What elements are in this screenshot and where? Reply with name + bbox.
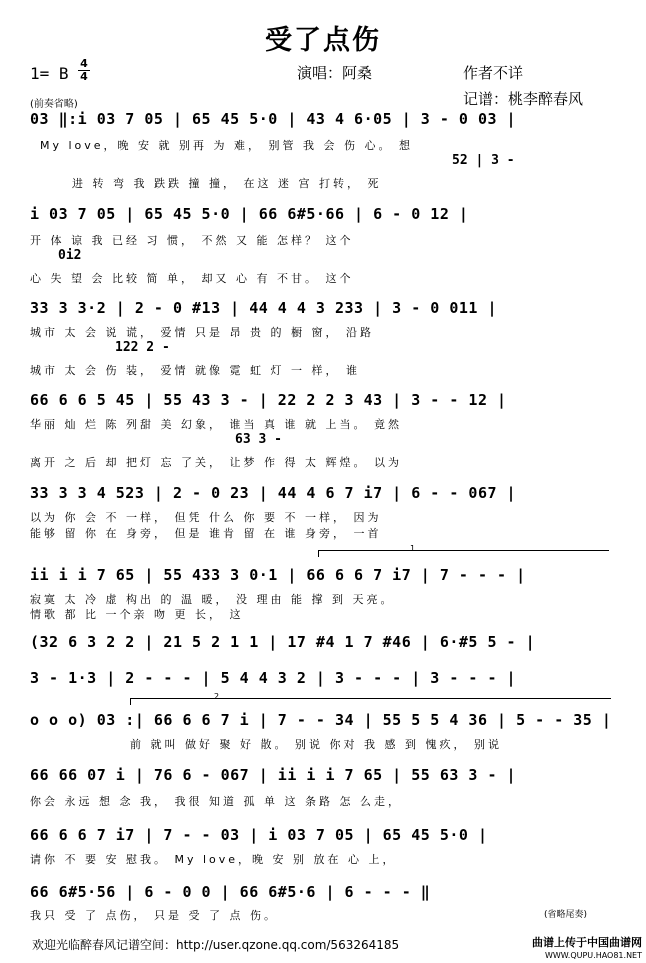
score-line-interlude-2: 3 - 1·3 | 2 - - - | 5 4 4 3 2 | 3 - - - | 3 - - - | (30, 669, 517, 687)
score-line-interlude-1: (32 6 3 2 2 | 21 5 2 1 1 | 17 #4 1 7 #46 | 6·#5 5 - | (30, 633, 536, 651)
lyric-line-3b: 城市 太 会 伤 装， 爱情 就像 霓 虹 灯 一 样， 谁 (30, 364, 360, 377)
lyric-line-6b: 情歌 都 比 一个亲 吻 更 长， 这 (30, 608, 244, 621)
lyric-line-6a: 寂寞 太 冷 虚 构出 的 温 暖， 没 理由 能 撑 到 天亮。 (30, 593, 395, 606)
song-title: 受了点伤 (265, 25, 381, 56)
score-line-6: ii i i 7 65 | 55 433 3 0·1 | 66 6 6 7 i7 | 7 - - - | (30, 566, 526, 584)
time-signature-top: 4 (80, 57, 88, 70)
lyric-line-12: 我只 受 了 点伤， 只是 受 了 点 伤。 (30, 909, 278, 922)
time-signature (78, 58, 90, 83)
singer-credit: 演唱：阿桑 (297, 64, 373, 82)
score-line-4: 66 6 6 5 45 | 55 43 3 - | 22 2 2 3 43 | 3 - - 12 | (30, 391, 507, 409)
lyric-line-11: 请你 不 要 安 慰我。 My love，晚 安 别 放在 心 上， (30, 853, 397, 866)
prelude-note: (前奏省略) (30, 99, 78, 110)
footer-source-url: WWW.QUPU.HAO81.NET (544, 951, 642, 960)
lyric-line-5b: 能够 留 你 在 身旁， 但是 谁肯 留 在 谁 身旁， 一首 (30, 527, 382, 540)
score-overlay-1: 52 | 3 - (452, 153, 515, 168)
score-line-9: o o o) 03 :| 66 6 6 7 i | 7 - - 34 | 55 5 5 4 36 | 5 - - 35 | (30, 711, 612, 729)
lyric-line-10: 你会 永远 想 念 我， 我很 知道 孤 单 这 条路 怎 么走， (30, 795, 402, 808)
score-line-12: 66 6#5·56 | 6 - 0 0 | 66 6#5·6 | 6 - - - ‖ (30, 883, 431, 901)
key-signature: 1= B (30, 64, 69, 83)
score-line-2: i 03 7 05 | 65 45 5·0 | 66 6#5·66 | 6 - 0 12 | (30, 205, 469, 223)
lyric-line-9: 前 就叫 做好 聚 好 散。 别说 你对 我 感 到 愧疚， 别说 (130, 738, 502, 751)
first-ending-number: 1 (410, 544, 416, 553)
end-note: (省略尾奏) (544, 910, 588, 920)
score-line-3: 33 3 3·2 | 2 - 0 #13 | 44 4 4 3 233 | 3 - 0 011 | (30, 299, 498, 317)
score-line-5: 33 3 3 4 523 | 2 - 0 23 | 44 4 6 7 i7 | 6 - - 067 | (30, 484, 517, 502)
score-overlay-4: 63 3 - (235, 432, 282, 447)
lyric-line-5a: 以为 你 会 不 一样， 但凭 什么 你 要 不 一样， 因为 (30, 511, 382, 524)
lyric-line-3a: 城市 太 会 说 谎， 爱情 只是 昂 贵 的 橱 窗， 沿路 (30, 326, 374, 339)
lyric-line-4b: 离开 之 后 却 把灯 忘 了关， 让梦 作 得 太 辉煌。 以为 (30, 456, 402, 469)
footer-source-label: 曲谱上传于中国曲谱网 (532, 936, 642, 949)
second-ending-bracket (130, 698, 611, 705)
author-credit: 作者不详 (463, 64, 524, 82)
lyric-line-1a: My love，晚 安 就 别再 为 难， 别管 我 会 伤 心。 想 (40, 139, 414, 152)
score-overlay-2: 0i2 (58, 248, 82, 263)
notation-credit: 记谱：桃李醉春风 (463, 90, 584, 108)
score-overlay-3: 122 2 - (115, 340, 170, 355)
footer-website-text: 欢迎光临醉春风记谱空间：http://user.qzone.qq.com/563264185 (32, 938, 400, 952)
score-line-1: 03 ‖:i 03 7 05 | 65 45 5·0 | 43 4 6·05 | 3 - 0 03 | (30, 110, 517, 128)
first-ending-bracket (318, 550, 609, 557)
lyric-line-1b: 进 转 弯 我 跌跌 撞 撞， 在这 迷 宫 打转， 死 (72, 177, 382, 190)
lyric-line-4a: 华丽 灿 烂 陈 列甜 美 幻象， 谁当 真 谁 就 上当。 竟然 (30, 418, 402, 431)
second-ending-number: 2 (214, 692, 220, 701)
footer-source (532, 937, 642, 962)
score-line-10: 66 66 07 i | 76 6 - 067 | ii i i 7 65 | 55 63 3 - | (30, 766, 517, 784)
time-signature-bottom: 4 (80, 70, 88, 83)
score-line-11: 66 6 6 7 i7 | 7 - - 03 | i 03 7 05 | 65 45 5·0 | (30, 826, 488, 844)
lyric-line-2a: 开 体 谅 我 已经 习 惯， 不然 又 能 怎样？ 这个 (30, 234, 354, 247)
lyric-line-2b: 心 失 望 会 比较 简 单， 却又 心 有 不甘。 这个 (30, 272, 354, 285)
